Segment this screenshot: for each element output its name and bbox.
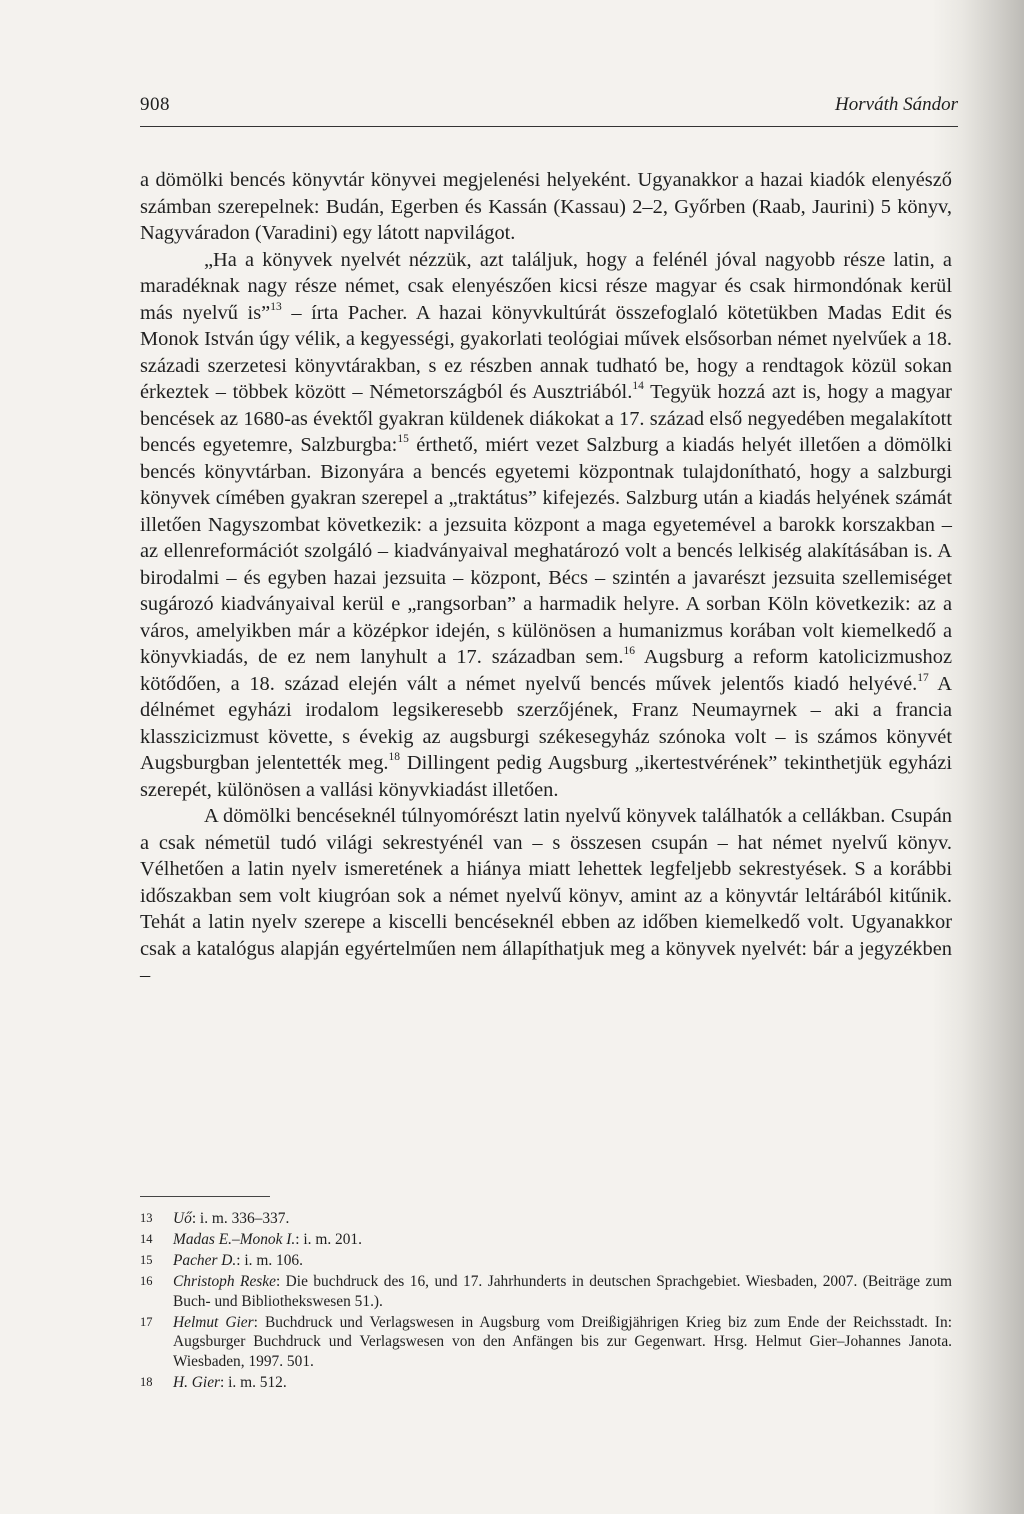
- text-run: „Ha a könyvek nyelvét nézzük, azt találjuk, hogy a felénél jóval nagyobb része latin, a maradéknak nagy része német, csak elenyészően kicsi része magyar és csak hirmondónak kerül más nyelvű is”: [140, 248, 952, 324]
- footnote-ref: 15: [397, 433, 409, 446]
- main-text: [140, 167, 952, 989]
- footnote-number: 15: [140, 1253, 153, 1267]
- footnote-ref: 17: [917, 671, 929, 684]
- text-run: – írta Pacher. A hazai könyvkultúrát összefoglaló kötetükben Madas Edit és Monok István úgy vélik, a kegyességi, gyakorlati teológiai művek elsősorban német nyelvűek a 18. századi szerzetesi könyvtárakban, s ez részben annak tudható be, hogy a rendtagok közül sokan érkeztek – többek között – Németországból és Ausztriából.: [140, 301, 952, 403]
- text-run: A délnémet egyházi irodalom legsikeresebb szerzőjének, Franz Neumayrnek – aki a francia klasszicizmust követte, s évekig az augsburgi székesegyház szónoka volt – is számos könyvét Augsburgban jelentették meg.: [140, 672, 952, 774]
- footnote-number: 18: [140, 1374, 153, 1389]
- text-run: Dillingent pedig Augsburg „ikertestvérének” tekinthetjük egyházi szerepét, különösen a vallási könyvkiadást illetően.: [140, 752, 952, 801]
- text-run: Tegyük hozzá azt is, hogy a magyar bencések az 1680-as évektől gyakran küldenek diákokat a 17. század első negyedében megalakított bencés egyetemre, Salzburgba:: [140, 381, 952, 456]
- footnote-ref: 13: [270, 300, 282, 313]
- footnotes: [140, 1209, 952, 1394]
- footnote-text: : i. m. 336–337.: [191, 1210, 290, 1227]
- footnote-author: Christoph Reske: [173, 1273, 276, 1290]
- footnote: [140, 1373, 952, 1393]
- footnote-author: Uő: [173, 1210, 192, 1227]
- footnote: [140, 1272, 952, 1311]
- running-head-author: Horváth Sándor: [835, 94, 958, 115]
- footnote-text: : i. m. 201.: [295, 1231, 362, 1248]
- text-run: érthető, miért vezet Salzburg a kiadás helyét illetően a dömölki bencés könyvtárban. Bizonyára a bencés egyetemi központnak tulajdonítható, hogy a salzburgi könyvek címében gyakran szerepel a „traktátus” kifejezés. Salzburg után a kiadás helyének számát illetően Nagyszombat következik: a jezsuita központ a maga egyetemével a barokk korszakban – az ellenreformációt szolgáló – kiadványaival meghatározó volt a bencés lelkiség alakításában is. A birodalmi – és egyben hazai jezsuita – központ, Bécs – szintén a javarészt jezsuita szellemiséget sugározó kiadványaival kerül e „rangsorban” a harmadik helyre. A sorban Köln következik: az a város, amelyikben már a középkor idején, s különösen a humanizmus korában volt kiemelkedő a könyvkiadás, de ez nem lanyhult a 17. században sem.: [140, 434, 953, 668]
- footnote-author: Pacher D.: [173, 1252, 237, 1269]
- footnote-text: : Die buchdruck des 16, und 17. Jahrhunderts in deutschen Sprachgebiet. Wiesbaden, 2007. (Beiträge zum Buch- und Bibliothekswesen 51.).: [173, 1273, 952, 1310]
- footnote: [140, 1251, 952, 1271]
- text-run: Augsburg a reform katolicizmushoz kötődően, a 18. század elején vált a német nyelvű bencés művek jelentős kiadó helyévé.: [140, 646, 952, 695]
- paragraph: A dömölki bencéseknél túlnyomórészt latin nyelvű könyvek találhatók a cellákban. Csupán a csak németül tudó világi sekrestyénél van – s összesen csupán – hat német nyelvű könyv. Vélhetően a latin nyelv ismeretének a hiánya miatt lehettek legfeljebb sekrestyések. S a korábbi időszakban sem volt kiugróan sok a német nyelvű könyv, amint az a könyvtár leltárából kitűnik. Tehát a latin nyelv szerepe a kiscelli bencéseknél ebben az időben kiemelkedő volt. Ugyanakkor csak a katalógus alapján egyértelműen nem állapíthatjuk meg a könyvek nyelvét: bár a jegyzékben –: [140, 805, 952, 986]
- paragraph: a dömölki bencés könyvtár könyvei megjelenési helyeként. Ugyanakkor a hazai kiadók elenyésző számban szerepelnek: Budán, Egerben és Kassán (Kassau) 2–2, Győrben (Raab, Jaurini) 5 könyv, Nagyváradon (Varadini) egy látott napvilágot.: [140, 169, 952, 244]
- footnote-author: Madas E.–Monok I.: [173, 1231, 296, 1248]
- footnote-number: 17: [140, 1314, 153, 1329]
- footnote: [140, 1313, 952, 1372]
- footnote-ref: 14: [632, 380, 644, 393]
- page-number: 908: [140, 94, 170, 115]
- footnote-text: : Buchdruck und Verlagswesen in Augsburg vom Dreißigjährigen Krieg biz zum Ende der Reichsstadt. In: Augsburger Buchdruck und Verlagswesen von den Anfängen bis zur Gegenwart. Hrsg. Helmut Gier–Johannes Janota. Wiesbaden, 1997. 501.: [173, 1313, 953, 1370]
- footnote-number: 13: [140, 1211, 153, 1225]
- footnote-author: H. Gier: [173, 1373, 221, 1391]
- paragraph: [140, 247, 952, 804]
- footnote-ref: 18: [388, 751, 400, 764]
- footnote-number: 16: [140, 1274, 153, 1288]
- page-header: [140, 90, 958, 127]
- footnote-text: : i. m. 106.: [236, 1252, 303, 1269]
- footnote-text: : i. m. 512.: [220, 1373, 287, 1391]
- footnote-ref: 16: [623, 645, 635, 658]
- footnote-author: Helmut Gier: [173, 1313, 254, 1331]
- footnote-number: 14: [140, 1232, 153, 1246]
- footnote: [140, 1209, 952, 1229]
- footnote-divider: [140, 1196, 270, 1197]
- footnote: [140, 1230, 952, 1250]
